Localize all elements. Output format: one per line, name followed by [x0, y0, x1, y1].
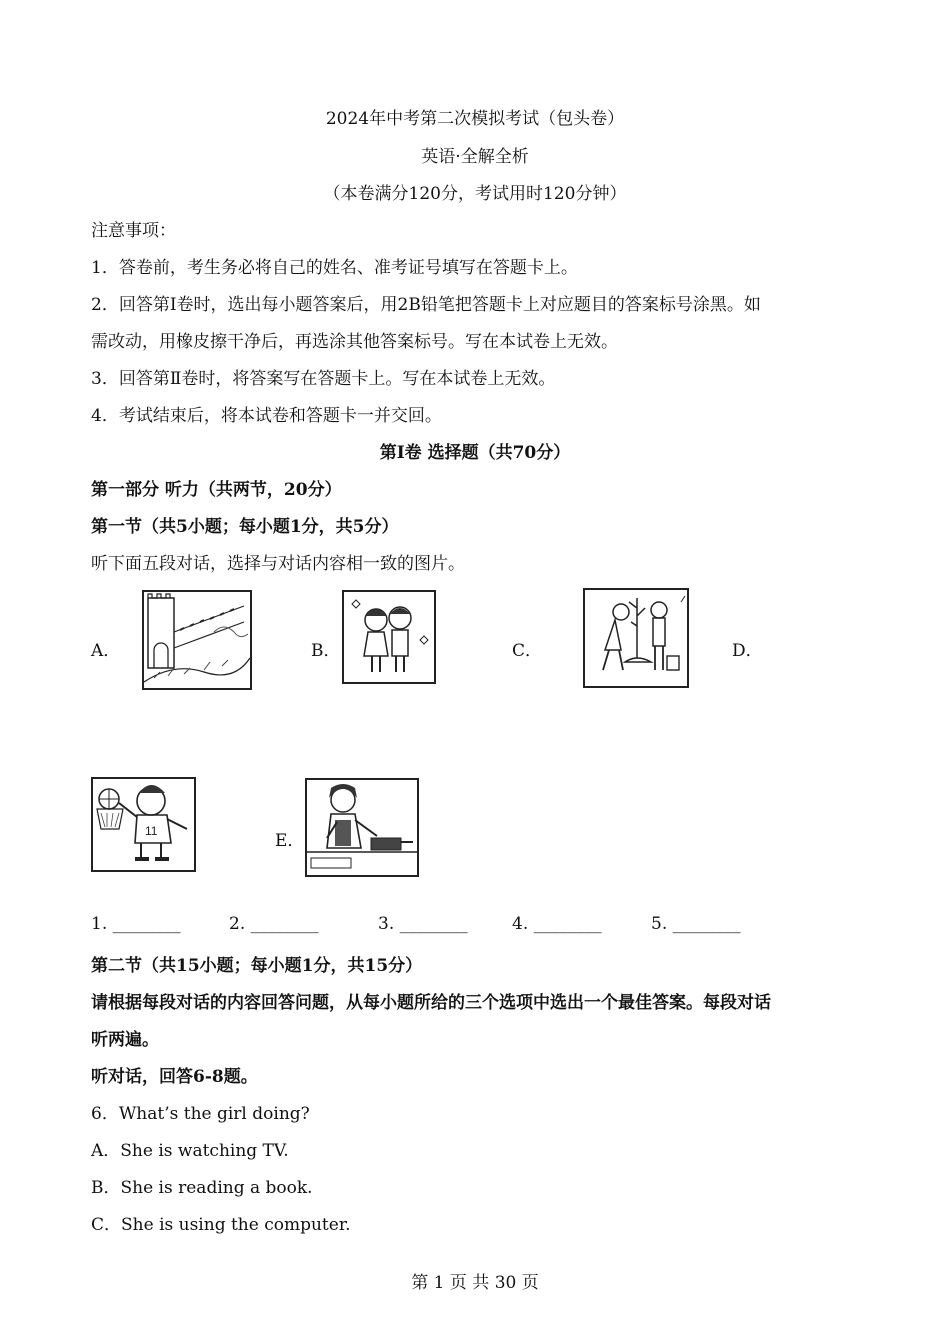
two-children-walking-picture	[342, 590, 436, 684]
subsection-title: 第二节（共15小题；每小题1分，共15分）	[91, 956, 423, 976]
great-wall-picture	[142, 590, 252, 690]
answer-blank-3[interactable]: 3. ________	[378, 914, 468, 934]
instruction-item: 4．考试结束后，将本试卷和答题卡一并交回。	[91, 406, 442, 426]
answer-blank-4[interactable]: 4. ________	[512, 914, 602, 934]
instruction-item: 3．回答第Ⅱ卷时，将答案写在答题卡上。写在本试卷上无效。	[91, 369, 556, 389]
instruction-item-continued: 需改动，用橡皮擦干净后，再选涂其他答案标号。写在本试卷上无效。	[91, 332, 618, 352]
answer-option-c[interactable]: C．She is using the computer.	[91, 1215, 351, 1235]
answer-blank-1[interactable]: 1. ________	[91, 914, 181, 934]
exam-title: 2024年中考第二次模拟考试（包头卷）	[325, 109, 625, 129]
subsection-title: 第一节（共5小题；每小题1分，共5分）	[91, 517, 399, 537]
instructions-heading: 注意事项：	[91, 221, 176, 241]
section-title: 第一部分 听力（共两节，20分）	[91, 480, 342, 500]
option-label-e: E．	[275, 831, 305, 851]
exam-note: （本卷满分120分，考试用时120分钟）	[323, 184, 627, 204]
answer-option-b[interactable]: B．She is reading a book.	[91, 1178, 313, 1198]
woman-cooking-picture	[305, 778, 419, 877]
volume-title: 第Ⅰ卷 选择题（共70分）	[379, 443, 571, 463]
option-label-a: A．	[91, 641, 121, 661]
subsection-instruction-continued: 听两遍。	[91, 1030, 159, 1050]
answer-blank-2[interactable]: 2. ________	[229, 914, 319, 934]
question-stem: 6．What’s the girl doing?	[91, 1104, 310, 1124]
option-label-b: B．	[311, 641, 341, 661]
option-label-d: D．	[732, 641, 763, 661]
instruction-item: 2．回答第Ⅰ卷时，选出每小题答案后，用2B铅笔把答题卡上对应题目的答案标号涂黑。如	[91, 295, 761, 315]
answer-blank-5[interactable]: 5. ________	[651, 914, 741, 934]
answer-option-a[interactable]: A．She is watching TV.	[91, 1141, 289, 1161]
svg-text:11: 11	[145, 824, 158, 838]
exam-subtitle: 英语·全解全析	[421, 147, 529, 167]
planting-trees-picture	[583, 588, 689, 688]
page-number: 第 1 页 共 30 页	[411, 1273, 539, 1293]
dialogue-note: 听对话，回答6-8题。	[91, 1067, 258, 1087]
option-label-c: C．	[512, 641, 543, 661]
basketball-player-picture	[91, 777, 196, 872]
subsection-instruction: 听下面五段对话，选择与对话内容相一致的图片。	[91, 554, 465, 574]
subsection-instruction: 请根据每段对话的内容回答问题，从每小题所给的三个选项中选出一个最佳答案。每段对话	[91, 993, 771, 1013]
instruction-item: 1．答卷前，考生务必将自己的姓名、准考证号填写在答题卡上。	[91, 258, 578, 278]
